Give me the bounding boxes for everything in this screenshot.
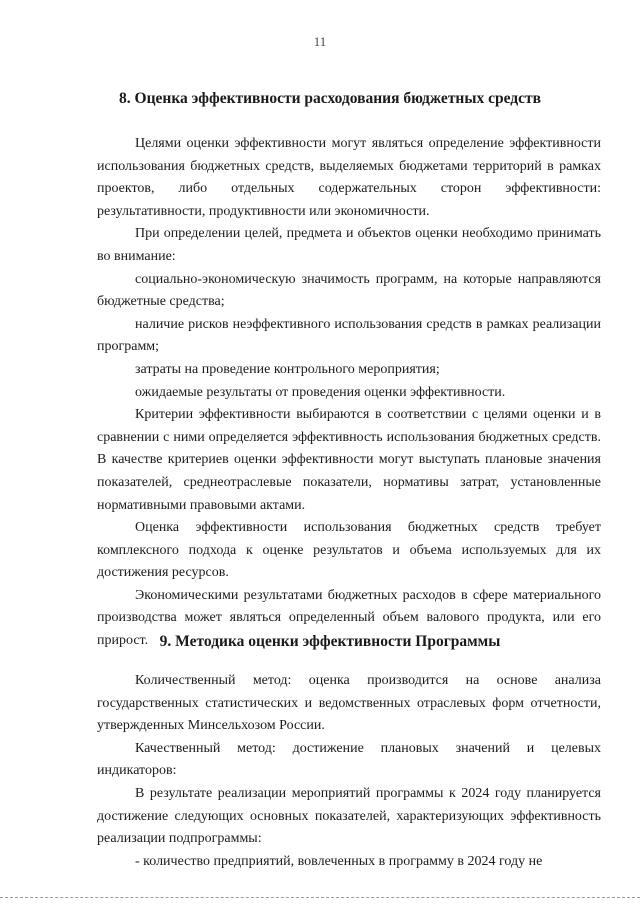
paragraph: Экономическими результатами бюджетных расходов в сфере материального производства может являться определенный объем валового продукта, или его прирост. [97,587,601,649]
paragraph: Оценка эффективности использования бюджетных средств требует комплексного подхода к оценке результатов и объема используемых для их достижения ресурсов. [97,520,601,581]
paragraph: - количество предприятий, вовлеченных в программу в 2024 году не [135,853,543,869]
paragraph: Качественный метод: достижение плановых значений и целевых индикаторов: [97,740,601,779]
page-bottom-edge [0,897,640,899]
section-9-body [97,670,601,873]
paragraph: Количественный метод: оценка производится на основе анализа государственных статистических и ведомственных отраслевых форм отчетности, утвержденных Минсельхозом России. [97,673,601,734]
paragraph: При определении целей, предмета и объектов оценки необходимо принимать во внимание: [97,226,601,264]
list-item: наличие рисков неэффективного использования средств в рамках реализации программ; [97,316,601,355]
list-item: социально-экономическую значимость программ, на которые направляются бюджетные средства; [97,271,601,310]
list-item: ожидаемые результаты от проведения оценки эффективности. [135,384,506,400]
section-9-heading: 9. Методика оценки эффективности Программы [159,633,501,650]
paragraph: Целями оценки эффективности могут являться определение эффективности использования бюджетных средств, выделяемых бюджетами территорий в рамках проектов, либо отдельных содержательных сторон эффективности: результативности, продуктивности или экономичности. [97,136,601,219]
paragraph: Критерии эффективности выбираются в соответствии с целями оценки и в сравнении с ними определяется эффективность использования бюджетных средств. В качестве критериев оценки эффективности могут выступать плановые значения показателей, среднеотраслевые показатели, нормативы затрат, установленные нормативными правовыми актами. [97,407,601,513]
section-8-body [97,133,601,653]
section-8-heading: 8. Оценка эффективности расходования бюджетных средств [119,90,541,107]
paragraph: В результате реализации мероприятий программы к 2024 году планируется достижение следующих основных показателей, характеризующих эффективность реализации подпрограммы: [97,785,601,847]
list-item: затраты на проведение контрольного мероприятия; [135,361,440,377]
page-number: 11 [313,34,327,49]
